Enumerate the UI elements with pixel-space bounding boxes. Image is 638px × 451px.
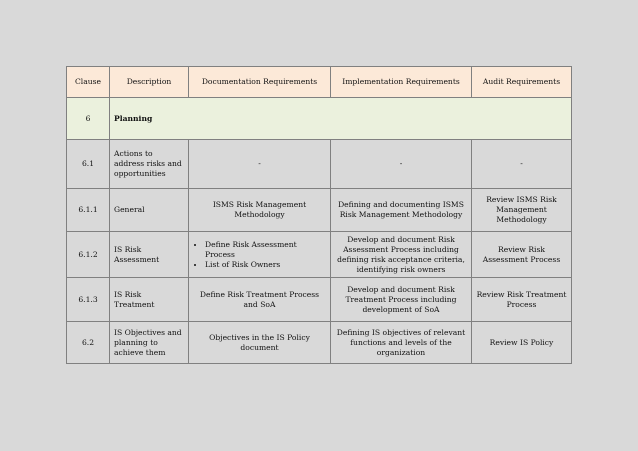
row-implementation: Develop and document Risk Treatment Process including development of SoA (331, 278, 472, 322)
row-implementation: Defining and documenting ISMS Risk Management Methodology (331, 189, 472, 232)
header-row (67, 67, 572, 98)
row-description: General (110, 189, 189, 232)
row-audit: Review ISMS Risk Management Methodology (472, 189, 572, 232)
row-description: Actions to address risks and opportunities (110, 140, 189, 189)
section-row-planning (67, 98, 572, 140)
row-clause: 6.2 (67, 322, 110, 364)
header-clause: Clause (67, 67, 110, 98)
row-description: IS Objectives and planning to achieve them (110, 322, 189, 364)
row-audit: Review IS Policy (472, 322, 572, 364)
section-title: Planning (110, 98, 572, 140)
row-documentation: ISMS Risk Management Methodology (189, 189, 331, 232)
header-audit: Audit Requirements (472, 67, 572, 98)
row-implementation: Develop and document Risk Assessment Process including defining risk acceptance criteria, identifying risk owners (331, 232, 472, 278)
table-row (67, 278, 572, 322)
row-implementation: - (331, 140, 472, 189)
row-clause: 6.1.3 (67, 278, 110, 322)
table-row (67, 322, 572, 364)
table-row (67, 189, 572, 232)
row-documentation-list (189, 232, 331, 278)
row-audit: Review Risk Assessment Process (472, 232, 572, 278)
requirements-table (66, 66, 572, 364)
table-row (67, 140, 572, 189)
documentation-bullet-list (193, 240, 326, 270)
row-documentation: Objectives in the IS Policy document (189, 322, 331, 364)
table-row (67, 232, 572, 278)
row-clause: 6.1.2 (67, 232, 110, 278)
row-description: IS Risk Treatment (110, 278, 189, 322)
row-audit: Review Risk Treatment Process (472, 278, 572, 322)
row-description: IS Risk Assessment (110, 232, 189, 278)
header-implementation: Implementation Requirements (331, 67, 472, 98)
row-implementation: Defining IS objectives of relevant functions and levels of the organization (331, 322, 472, 364)
row-documentation: - (189, 140, 331, 189)
row-clause: 6.1 (67, 140, 110, 189)
row-clause: 6.1.1 (67, 189, 110, 232)
section-clause: 6 (67, 98, 110, 140)
list-item: • Define Risk Assessment Process (205, 240, 326, 260)
header-documentation: Documentation Requirements (189, 67, 331, 98)
row-documentation: Define Risk Treatment Process and SoA (189, 278, 331, 322)
header-description: Description (110, 67, 189, 98)
list-item: • List of Risk Owners (205, 260, 326, 270)
row-audit: - (472, 140, 572, 189)
